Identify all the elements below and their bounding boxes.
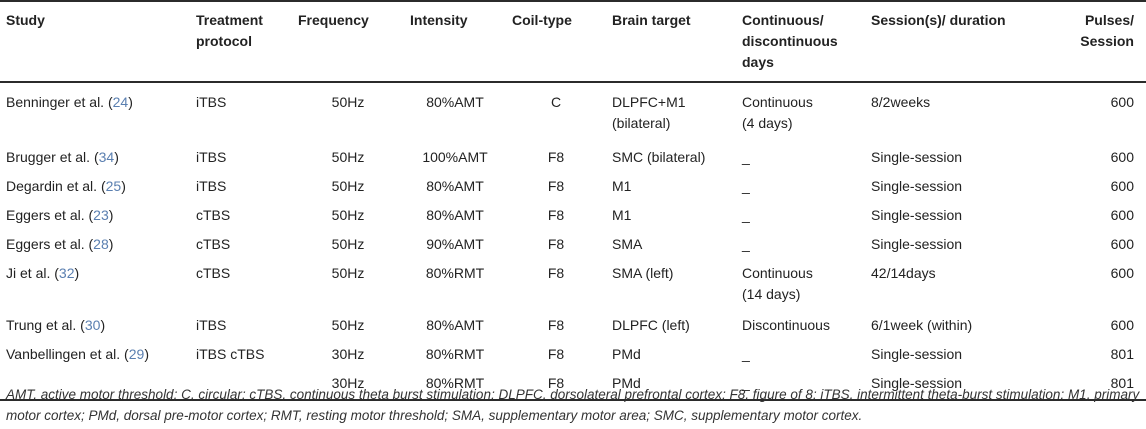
target-cell — [606, 144, 736, 173]
coil-value: F8 — [547, 149, 565, 165]
continuity-cell — [736, 231, 865, 260]
session-value: Single-session — [871, 149, 963, 165]
coil-value: F8 — [547, 346, 565, 362]
continuity-cell — [736, 173, 865, 202]
frequency-value: 50Hz — [331, 236, 365, 252]
continuity-cell — [736, 144, 865, 173]
protocol-cell — [190, 341, 292, 370]
target-cell — [606, 341, 736, 370]
coil-value: F8 — [547, 207, 565, 223]
intensity-cell — [404, 202, 506, 231]
target-cell — [606, 82, 736, 144]
frequency-value: 50Hz — [331, 94, 365, 110]
frequency-cell — [292, 173, 404, 202]
intensity-value: 80%RMT — [425, 346, 485, 362]
pulses-value: 600 — [1110, 317, 1134, 333]
intensity-cell — [404, 173, 506, 202]
protocol-cell — [190, 312, 292, 341]
continuity-note: (14 days) — [742, 286, 801, 302]
study-name: Trung et al. — [6, 317, 77, 333]
table-row — [0, 82, 1146, 144]
target-value: SMA (left) — [612, 265, 674, 281]
target-cell — [606, 202, 736, 231]
study-cell: Eggers et al. (28) — [6, 236, 114, 252]
session-value: Single-session — [871, 375, 963, 391]
coil-value: F8 — [547, 236, 565, 252]
study-cell: Ji et al. (32) — [6, 265, 80, 281]
target-value: DLPFC+M1 — [612, 94, 686, 110]
frequency-value: 50Hz — [331, 149, 365, 165]
header-target: Brain target — [606, 1, 736, 82]
continuity-note: (4 days) — [742, 115, 793, 131]
coil-value: F8 — [547, 265, 565, 281]
continuity-value: _ — [742, 375, 750, 391]
continuity-value: Continuous — [742, 265, 813, 281]
pulses-value: 600 — [1110, 149, 1134, 165]
intensity-cell — [404, 82, 506, 144]
coil-cell — [506, 341, 606, 370]
frequency-cell — [292, 341, 404, 370]
intensity-value: 80%AMT — [426, 94, 484, 110]
frequency-cell — [292, 202, 404, 231]
pulses-cell — [1055, 341, 1146, 370]
frequency-value: 50Hz — [331, 178, 365, 194]
target-value: SMC (bilateral) — [612, 149, 706, 165]
session-cell — [865, 341, 1055, 370]
study-cell: Trung et al. (30) — [6, 317, 106, 333]
reference-link[interactable]: 28 — [93, 236, 109, 252]
pulses-value: 600 — [1110, 94, 1134, 110]
coil-cell — [506, 144, 606, 173]
header-continuity: Continuous/ discontinuous days — [736, 1, 865, 82]
coil-cell — [506, 231, 606, 260]
header-row — [0, 1, 1146, 82]
pulses-cell — [1055, 202, 1146, 231]
study-cell: Degardin et al. (25) — [6, 178, 126, 194]
coil-value: F8 — [547, 317, 565, 333]
continuity-value: _ — [742, 149, 750, 165]
study-cell: Brugger et al. (34) — [6, 149, 119, 165]
header-study: Study — [0, 1, 190, 82]
reference-link[interactable]: 34 — [98, 149, 115, 165]
table-row — [0, 260, 1146, 312]
reference-link[interactable]: 23 — [93, 207, 109, 223]
target-value: PMd — [612, 346, 641, 362]
intensity-value: 80%AMT — [426, 178, 484, 194]
intensity-value: 80%AMT — [426, 207, 484, 223]
frequency-value: 50Hz — [331, 265, 365, 281]
session-value: Single-session — [871, 236, 963, 252]
protocol-cell — [190, 202, 292, 231]
study-name: Ji et al. — [6, 265, 51, 281]
study-name: Degardin et al. — [6, 178, 98, 194]
protocol-cell — [190, 231, 292, 260]
protocol-value: cTBS — [196, 207, 231, 223]
reference-link[interactable]: 30 — [84, 317, 101, 333]
target-note: (bilateral) — [612, 115, 671, 131]
intensity-value: 100%AMT — [422, 149, 488, 165]
pulses-cell — [1055, 173, 1146, 202]
study-name: Brugger et al. — [6, 149, 91, 165]
protocol-value: iTBS — [196, 317, 227, 333]
reference-link[interactable]: 25 — [105, 178, 122, 194]
coil-cell — [506, 173, 606, 202]
protocol-value: iTBS — [196, 149, 227, 165]
intensity-cell — [404, 341, 506, 370]
header-pulses: Pulses/ Session — [1055, 1, 1146, 82]
continuity-value: Discontinuous — [742, 317, 830, 333]
protocol-value: cTBS — [196, 236, 231, 252]
continuity-cell — [736, 202, 865, 231]
coil-cell — [506, 260, 606, 312]
pulses-value: 600 — [1110, 236, 1134, 252]
study-name: Eggers et al. — [6, 236, 85, 252]
protocol-value: iTBS — [196, 178, 227, 194]
continuity-value: _ — [742, 207, 750, 223]
study-cell: Vanbellingen et al. (29) — [6, 346, 149, 362]
pulses-cell — [1055, 231, 1146, 260]
target-cell — [606, 231, 736, 260]
intensity-value: 90%AMT — [426, 236, 484, 252]
session-value: 6/1week (within) — [871, 317, 973, 333]
pulses-value: 600 — [1110, 207, 1134, 223]
intensity-value: 80%AMT — [426, 317, 484, 333]
intensity-cell — [404, 144, 506, 173]
session-value: 42/14days — [871, 265, 936, 281]
protocol-cell — [190, 173, 292, 202]
target-cell — [606, 312, 736, 341]
protocol-value: iTBS cTBS — [196, 346, 265, 362]
target-cell — [606, 260, 736, 312]
frequency-value: 50Hz — [331, 207, 365, 223]
table-row — [0, 341, 1146, 370]
intensity-cell — [404, 312, 506, 341]
frequency-value: 30Hz — [331, 375, 365, 391]
pulses-cell — [1055, 260, 1146, 312]
table-footnote: AMT, active motor threshold; C, circular; cTBS, continuous theta burst stimulation; DLPFC, dorsolateral prefrontal cortex; F8, figure of 8; iTBS, intermittent theta-burst stimulation; M1, primary motor cortex; PMd, dorsal pre-motor cortex; RMT, resting motor threshold; SMA, supplementary motor area; SMC, supplementary motor cortex. — [6, 387, 1140, 423]
session-cell — [865, 231, 1055, 260]
pulses-value: 600 — [1110, 265, 1134, 281]
header-frequency: Frequency — [292, 1, 404, 82]
session-value: Single-session — [871, 346, 963, 362]
protocol-cell — [190, 260, 292, 312]
continuity-value: _ — [742, 346, 750, 362]
study-cell: Eggers et al. (23) — [6, 207, 114, 223]
session-value: Single-session — [871, 207, 963, 223]
reference-link[interactable]: 29 — [128, 346, 145, 362]
header-coil: Coil-type — [506, 1, 606, 82]
session-cell — [865, 82, 1055, 144]
header-intensity: Intensity — [404, 1, 506, 82]
study-name: Eggers et al. — [6, 207, 85, 223]
target-value: DLPFC (left) — [612, 317, 690, 333]
session-cell — [865, 260, 1055, 312]
frequency-cell — [292, 260, 404, 312]
frequency-value: 30Hz — [331, 346, 365, 362]
table-row — [0, 144, 1146, 173]
continuity-cell — [736, 312, 865, 341]
intensity-value: 80%RMT — [425, 265, 485, 281]
header-protocol: Treatment protocol — [190, 1, 292, 82]
reference-link[interactable]: 32 — [58, 265, 75, 281]
target-cell — [606, 173, 736, 202]
pulses-cell — [1055, 312, 1146, 341]
intensity-value: 80%RMT — [425, 375, 485, 391]
coil-value: C — [550, 94, 562, 110]
frequency-cell — [292, 231, 404, 260]
coil-cell — [506, 82, 606, 144]
target-value: PMd — [612, 375, 641, 391]
table-row — [0, 231, 1146, 260]
protocol-value: iTBS — [196, 94, 227, 110]
intensity-cell — [404, 260, 506, 312]
target-value: M1 — [612, 178, 632, 194]
study-cell: Benninger et al. (24) — [6, 94, 133, 110]
frequency-cell — [292, 82, 404, 144]
target-value: M1 — [612, 207, 632, 223]
frequency-value: 50Hz — [331, 317, 365, 333]
continuity-value: _ — [742, 178, 750, 194]
study-name: Benninger et al. — [6, 94, 105, 110]
protocol-value: cTBS — [196, 265, 231, 281]
coil-value: F8 — [547, 375, 565, 391]
session-cell — [865, 173, 1055, 202]
header-session: Session(s)/ duration — [865, 1, 1055, 82]
coil-value: F8 — [547, 178, 565, 194]
table-row — [0, 173, 1146, 202]
pulses-value: 801 — [1110, 346, 1134, 362]
continuity-value: _ — [742, 236, 750, 252]
target-value: SMA — [612, 236, 643, 252]
protocol-cell — [190, 82, 292, 144]
session-cell — [865, 202, 1055, 231]
pulses-value: 600 — [1110, 178, 1134, 194]
coil-cell — [506, 202, 606, 231]
table-row — [0, 202, 1146, 231]
protocol-cell — [190, 144, 292, 173]
study-name: Vanbellingen et al. — [6, 346, 121, 362]
continuity-value: Continuous — [742, 94, 813, 110]
coil-cell — [506, 312, 606, 341]
session-cell — [865, 312, 1055, 341]
continuity-cell — [736, 260, 865, 312]
continuity-cell — [736, 82, 865, 144]
pulses-cell — [1055, 144, 1146, 173]
session-value: 8/2weeks — [871, 94, 931, 110]
frequency-cell — [292, 144, 404, 173]
frequency-cell — [292, 312, 404, 341]
pulses-value: 801 — [1110, 375, 1134, 391]
session-cell — [865, 144, 1055, 173]
table-row — [0, 312, 1146, 341]
session-value: Single-session — [871, 178, 963, 194]
reference-link[interactable]: 24 — [112, 94, 129, 110]
continuity-cell — [736, 341, 865, 370]
pulses-cell — [1055, 82, 1146, 144]
intensity-cell — [404, 231, 506, 260]
